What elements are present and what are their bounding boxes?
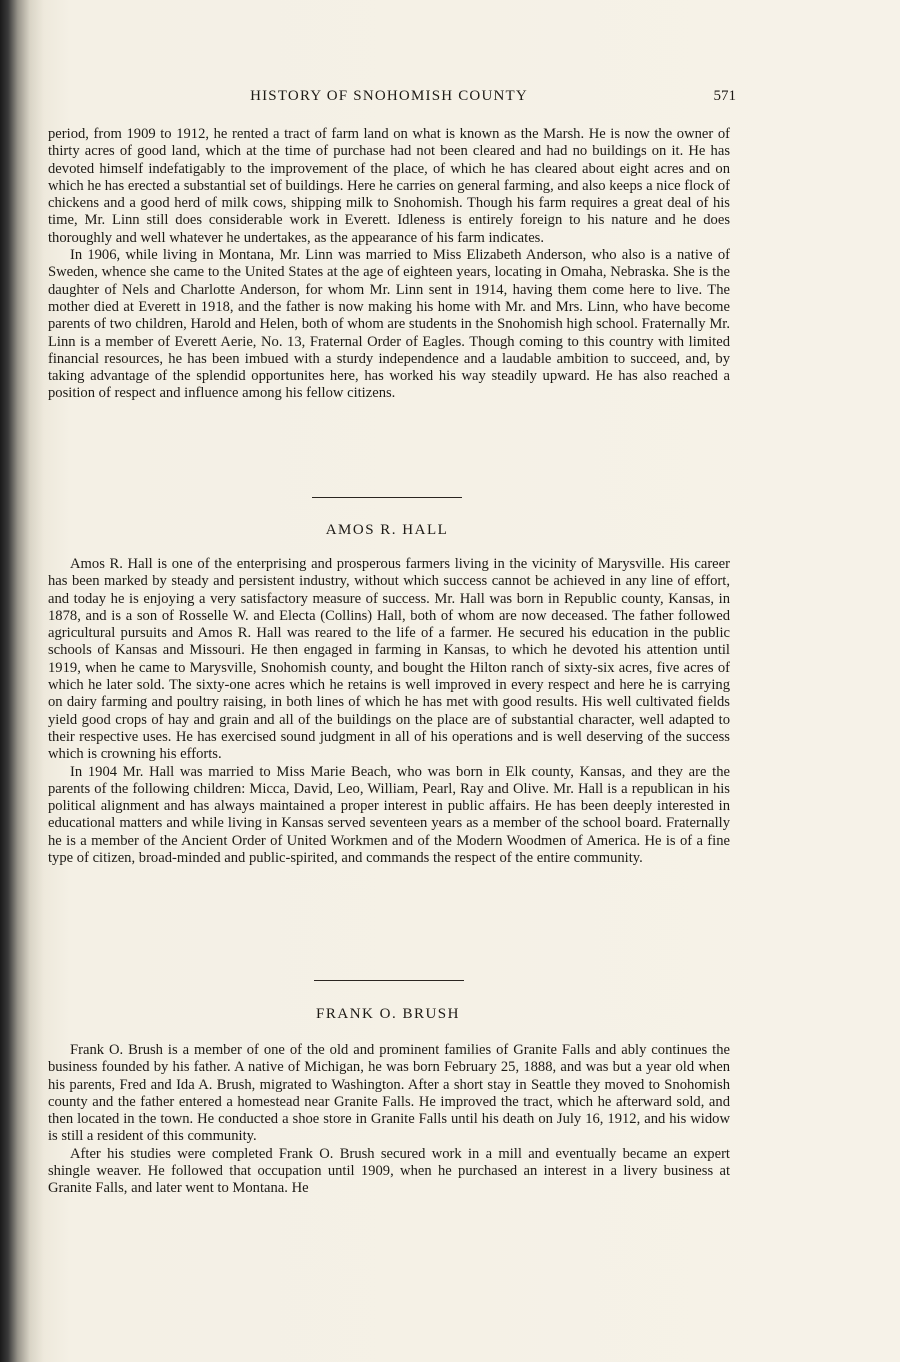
paragraph: period, from 1909 to 1912, he rented a tract of farm land on what is known as the Marsh. He is now the owner of thirty acres of good land, which at the time of purchase had not been cleared and had no buildings on it. He has devoted himself indefatigably to the improvement of the place, of which he has cleared about eight acres and on which he has erected a substantial set of buildings. Here he carries on general farming, and also keeps a nice flock of chickens and a good herd of milk cows, shipping milk to Snohomish. Though his farm requires a great deal of his time, Mr. Linn still does considerable work in Everett. Idleness is entirely foreign to his nature and he does thoroughly and well whatever he undertakes, as the appearance of his farm indicates. — [48, 126, 731, 246]
section-divider — [314, 980, 464, 981]
paragraph: Frank O. Brush is a member of one of the old and prominent families of Granite Falls and ably continues the business founded by his father. A native of Michigan, he was born February 25, 1888, and was but a year old when his parents, Fred and Ida A. Brush, migrated to Washington. After a short stay in Seattle they moved to Snohomish county and the father entered a homestead near Granite Falls. He improved the tract, which he afterward sold, and then located in the town. He conducted a shoe store in Granite Falls until his death on July 16, 1912, and his widow is still a resident of this community. — [48, 1042, 730, 1145]
continued-biography — [48, 126, 730, 403]
running-head-title: HISTORY OF SNOHOMISH COUNTY — [250, 88, 528, 104]
page-number: 571 — [713, 88, 736, 104]
paragraph: After his studies were completed Frank O. Brush secured work in a mill and eventually became an expert shingle weaver. He followed that occupation until 1909, when he purchased an interest in a livery business at Granite Falls, and later went to Montana. He — [48, 1145, 730, 1197]
section-divider — [312, 497, 462, 498]
section-heading: AMOS R. HALL — [325, 522, 449, 538]
paragraph: In 1906, while living in Montana, Mr. Linn was married to Miss Elizabeth Anderson, who also is a native of Sweden, whence she came to the United States at the age of eighteen years, locating in Omaha, Nebraska. She is the daughter of Nels and Charlotte Anderson, for whom Mr. Linn sent in 1914, having them come here to live. The mother died at Everett in 1918, and the father is now making his home with Mr. and Mrs. Linn, who have become parents of two children, Harold and Helen, both of whom are students in the Snohomish high school. Fraternally Mr. Linn is a member of Everett Aerie, No. 13, Fraternal Order of Eagles. Though coming to this country with limited financial resources, he has been imbued with a sturdy independence and a laudable ambition to succeed, and, by taking advantage of the splendid opportunites here, has worked his way steadily upward. He has also reached a position of respect and influence among his fellow citizens. — [48, 247, 730, 402]
paragraph: In 1904 Mr. Hall was married to Miss Marie Beach, who was born in Elk county, Kansas, and they are the parents of the following children: Micca, David, Leo, William, Pearl, Ray and Olive. Mr. Hall is a republican in his political alignment and has always maintained a proper interest in public affairs. He has been deeply interested in educational matters and while living in Kansas served seventeen years as a member of the school board. Fraternally he is a member of the Ancient Order of United Workmen and of the Modern Woodmen of America. He is of a fine type of citizen, broad-minded and public-spirited, and commands the respect of the entire community. — [48, 763, 730, 867]
running-header — [48, 88, 736, 112]
section-heading: FRANK O. BRUSH — [316, 1006, 460, 1022]
paragraph: Amos R. Hall is one of the enterprising and prosperous farmers living in the vicinity of Marysville. His career has been marked by steady and persistent industry, without which success cannot be achieved in any line of effort, and today he is enjoying a very satisfactory measure of success. Mr. Hall was born in Republic county, Kansas, in 1878, and is a son of Rosselle W. and Electa (Collins) Hall, both of whom are now deceased. The father followed agricultural pursuits and Amos R. Hall was reared to the life of a farmer. He secured his education in the public schools of Kansas and Missouri. He then engaged in farming in Kansas, to which he devoted his attention until 1919, when he came to Marysville, Snohomish county, and bought the Hilton ranch of sixty-six acres, five acres of which he later sold. The sixty-one acres which he retains is well improved in every respect and here he is carrying on dairy farming and poultry raising, in both lines of which he has met with good results. His well cultivated fields yield good crops of hay and grain and all of the buildings on the place are of substantial character, well adapted to their respective uses. He has exercised sound judgment in all of his operations and is well deserving of the success which is crowning his efforts. — [48, 556, 730, 763]
biography-amos-hall — [48, 556, 730, 867]
biography-frank-brush — [48, 1042, 730, 1198]
